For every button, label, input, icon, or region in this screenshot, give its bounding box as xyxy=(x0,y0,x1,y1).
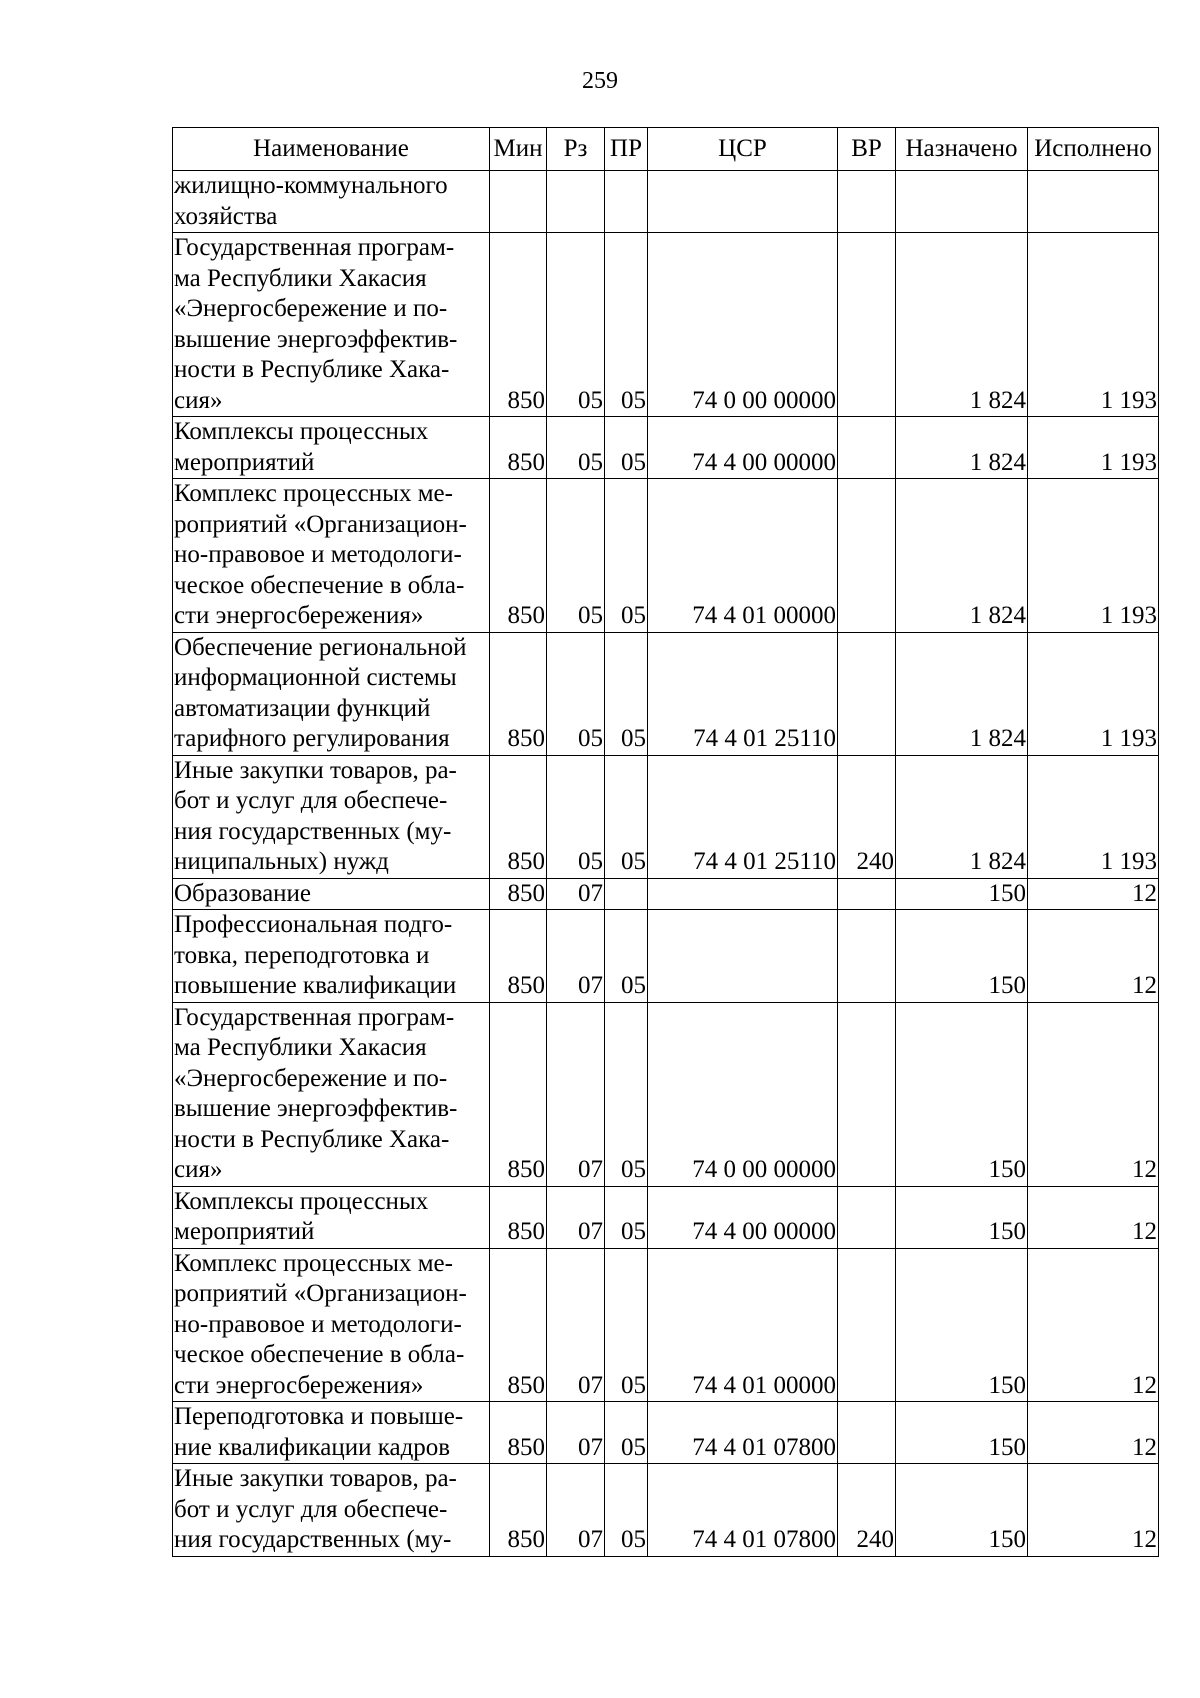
cell-executed: 12 xyxy=(1028,1002,1159,1186)
cell-executed: 12 xyxy=(1028,910,1159,1003)
cell-min: 850 xyxy=(490,1464,547,1557)
cell-name: Комплекс процессных ме- роприятий «Организацион- но-правовое и методологи- ческое обеспечение в обла- сти энергосбережения» xyxy=(173,1248,490,1402)
table-row xyxy=(173,171,1159,233)
cell-assigned: 1 824 xyxy=(896,632,1028,755)
cell-csr: 74 4 00 00000 xyxy=(648,1186,838,1248)
cell-min: 850 xyxy=(490,233,547,417)
cell-vr xyxy=(838,479,896,633)
cell-csr: 74 0 00 00000 xyxy=(648,1002,838,1186)
table-row xyxy=(173,910,1159,1003)
cell-assigned: 1 824 xyxy=(896,755,1028,878)
cell-rz: 05 xyxy=(547,755,605,878)
cell-vr xyxy=(838,878,896,910)
header-min: Мин xyxy=(490,128,547,171)
cell-rz: 07 xyxy=(547,1186,605,1248)
cell-name: Переподготовка и повыше- ние квалификации кадров xyxy=(173,1402,490,1464)
cell-vr xyxy=(838,1248,896,1402)
cell-vr xyxy=(838,1186,896,1248)
cell-assigned: 150 xyxy=(896,1248,1028,1402)
cell-assigned: 150 xyxy=(896,1002,1028,1186)
cell-csr: 74 0 00 00000 xyxy=(648,233,838,417)
cell-executed: 1 193 xyxy=(1028,479,1159,633)
table-row xyxy=(173,1464,1159,1557)
cell-assigned: 1 824 xyxy=(896,479,1028,633)
table-row xyxy=(173,479,1159,633)
table-row xyxy=(173,755,1159,878)
cell-pr: 05 xyxy=(605,910,648,1003)
cell-rz: 05 xyxy=(547,233,605,417)
cell-pr: 05 xyxy=(605,1402,648,1464)
cell-assigned: 150 xyxy=(896,910,1028,1003)
cell-pr: 05 xyxy=(605,417,648,479)
header-executed: Исполнено xyxy=(1028,128,1159,171)
page-number: 259 xyxy=(582,68,618,94)
cell-min: 850 xyxy=(490,417,547,479)
cell-name: Иные закупки товаров, ра- бот и услуг для обеспече- ния государственных (му- ниципальных) нужд xyxy=(173,755,490,878)
cell-rz: 07 xyxy=(547,910,605,1003)
cell-csr xyxy=(648,878,838,910)
header-pr: ПР xyxy=(605,128,648,171)
cell-csr: 74 4 00 00000 xyxy=(648,417,838,479)
cell-assigned xyxy=(896,171,1028,233)
cell-executed: 1 193 xyxy=(1028,233,1159,417)
cell-rz: 07 xyxy=(547,1402,605,1464)
table-row xyxy=(173,1248,1159,1402)
cell-executed: 12 xyxy=(1028,878,1159,910)
header-row xyxy=(173,128,1159,171)
cell-executed: 12 xyxy=(1028,1248,1159,1402)
table-row xyxy=(173,1002,1159,1186)
cell-assigned: 150 xyxy=(896,878,1028,910)
cell-rz: 05 xyxy=(547,632,605,755)
cell-min: 850 xyxy=(490,1002,547,1186)
header-assigned: Назначено xyxy=(896,128,1028,171)
cell-pr: 05 xyxy=(605,1464,648,1557)
cell-executed: 12 xyxy=(1028,1186,1159,1248)
cell-min: 850 xyxy=(490,910,547,1003)
cell-vr xyxy=(838,233,896,417)
cell-name: Комплексы процессных мероприятий xyxy=(173,1186,490,1248)
cell-assigned: 150 xyxy=(896,1464,1028,1557)
cell-csr: 74 4 01 00000 xyxy=(648,1248,838,1402)
cell-csr: 74 4 01 25110 xyxy=(648,755,838,878)
table-row xyxy=(173,417,1159,479)
cell-rz: 05 xyxy=(547,479,605,633)
cell-rz: 07 xyxy=(547,1248,605,1402)
cell-pr xyxy=(605,878,648,910)
cell-vr xyxy=(838,632,896,755)
table-row xyxy=(173,1402,1159,1464)
cell-executed: 12 xyxy=(1028,1464,1159,1557)
cell-vr xyxy=(838,910,896,1003)
cell-min: 850 xyxy=(490,632,547,755)
cell-executed: 12 xyxy=(1028,1402,1159,1464)
header-vr: ВР xyxy=(838,128,896,171)
cell-pr: 05 xyxy=(605,1248,648,1402)
cell-name: жилищно-коммунального хозяйства xyxy=(173,171,490,233)
cell-rz: 07 xyxy=(547,1002,605,1186)
cell-name: Государственная програм- ма Республики Хакасия «Энергосбережение и по- вышение энергоэффектив- ности в Республике Хака- сия» xyxy=(173,233,490,417)
cell-min: 850 xyxy=(490,479,547,633)
cell-rz: 07 xyxy=(547,878,605,910)
cell-csr: 74 4 01 07800 xyxy=(648,1402,838,1464)
cell-vr xyxy=(838,1402,896,1464)
table-row xyxy=(173,1186,1159,1248)
cell-vr xyxy=(838,417,896,479)
cell-name: Обеспечение региональной информационной системы автоматизации функций тарифного регулирования xyxy=(173,632,490,755)
cell-pr: 05 xyxy=(605,1002,648,1186)
header-rz: Рз xyxy=(547,128,605,171)
cell-pr xyxy=(605,171,648,233)
cell-rz xyxy=(547,171,605,233)
cell-assigned: 1 824 xyxy=(896,233,1028,417)
cell-assigned: 1 824 xyxy=(896,417,1028,479)
header-name: Наименование xyxy=(173,128,490,171)
cell-assigned: 150 xyxy=(896,1186,1028,1248)
cell-rz: 05 xyxy=(547,417,605,479)
table-row xyxy=(173,878,1159,910)
cell-csr: 74 4 01 25110 xyxy=(648,632,838,755)
table-row xyxy=(173,632,1159,755)
cell-min: 850 xyxy=(490,1402,547,1464)
header-csr: ЦСР xyxy=(648,128,838,171)
cell-name: Государственная програм- ма Республики Хакасия «Энергосбережение и по- вышение энергоэффектив- ности в Республике Хака- сия» xyxy=(173,1002,490,1186)
cell-pr: 05 xyxy=(605,632,648,755)
cell-csr: 74 4 01 07800 xyxy=(648,1464,838,1557)
cell-min: 850 xyxy=(490,1186,547,1248)
cell-rz: 07 xyxy=(547,1464,605,1557)
cell-min: 850 xyxy=(490,755,547,878)
cell-vr xyxy=(838,1002,896,1186)
cell-vr: 240 xyxy=(838,1464,896,1557)
table-row xyxy=(173,233,1159,417)
cell-min: 850 xyxy=(490,1248,547,1402)
budget-table xyxy=(172,127,1159,1557)
cell-pr: 05 xyxy=(605,1186,648,1248)
cell-min: 850 xyxy=(490,878,547,910)
cell-executed: 1 193 xyxy=(1028,417,1159,479)
cell-csr xyxy=(648,910,838,1003)
cell-name: Комплексы процессных мероприятий xyxy=(173,417,490,479)
cell-executed: 1 193 xyxy=(1028,632,1159,755)
cell-name: Комплекс процессных ме- роприятий «Организацион- но-правовое и методологи- ческое обеспечение в обла- сти энергосбережения» xyxy=(173,479,490,633)
cell-executed: 1 193 xyxy=(1028,755,1159,878)
cell-min xyxy=(490,171,547,233)
cell-pr: 05 xyxy=(605,479,648,633)
cell-name: Профессиональная подго- товка, переподготовка и повышение квалификации xyxy=(173,910,490,1003)
cell-csr xyxy=(648,171,838,233)
cell-vr xyxy=(838,171,896,233)
cell-pr: 05 xyxy=(605,233,648,417)
cell-vr: 240 xyxy=(838,755,896,878)
cell-executed xyxy=(1028,171,1159,233)
cell-name: Иные закупки товаров, ра- бот и услуг для обеспече- ния государственных (му- xyxy=(173,1464,490,1557)
cell-csr: 74 4 01 00000 xyxy=(648,479,838,633)
cell-name: Образование xyxy=(173,878,490,910)
cell-assigned: 150 xyxy=(896,1402,1028,1464)
table-body xyxy=(173,171,1159,1557)
cell-pr: 05 xyxy=(605,755,648,878)
